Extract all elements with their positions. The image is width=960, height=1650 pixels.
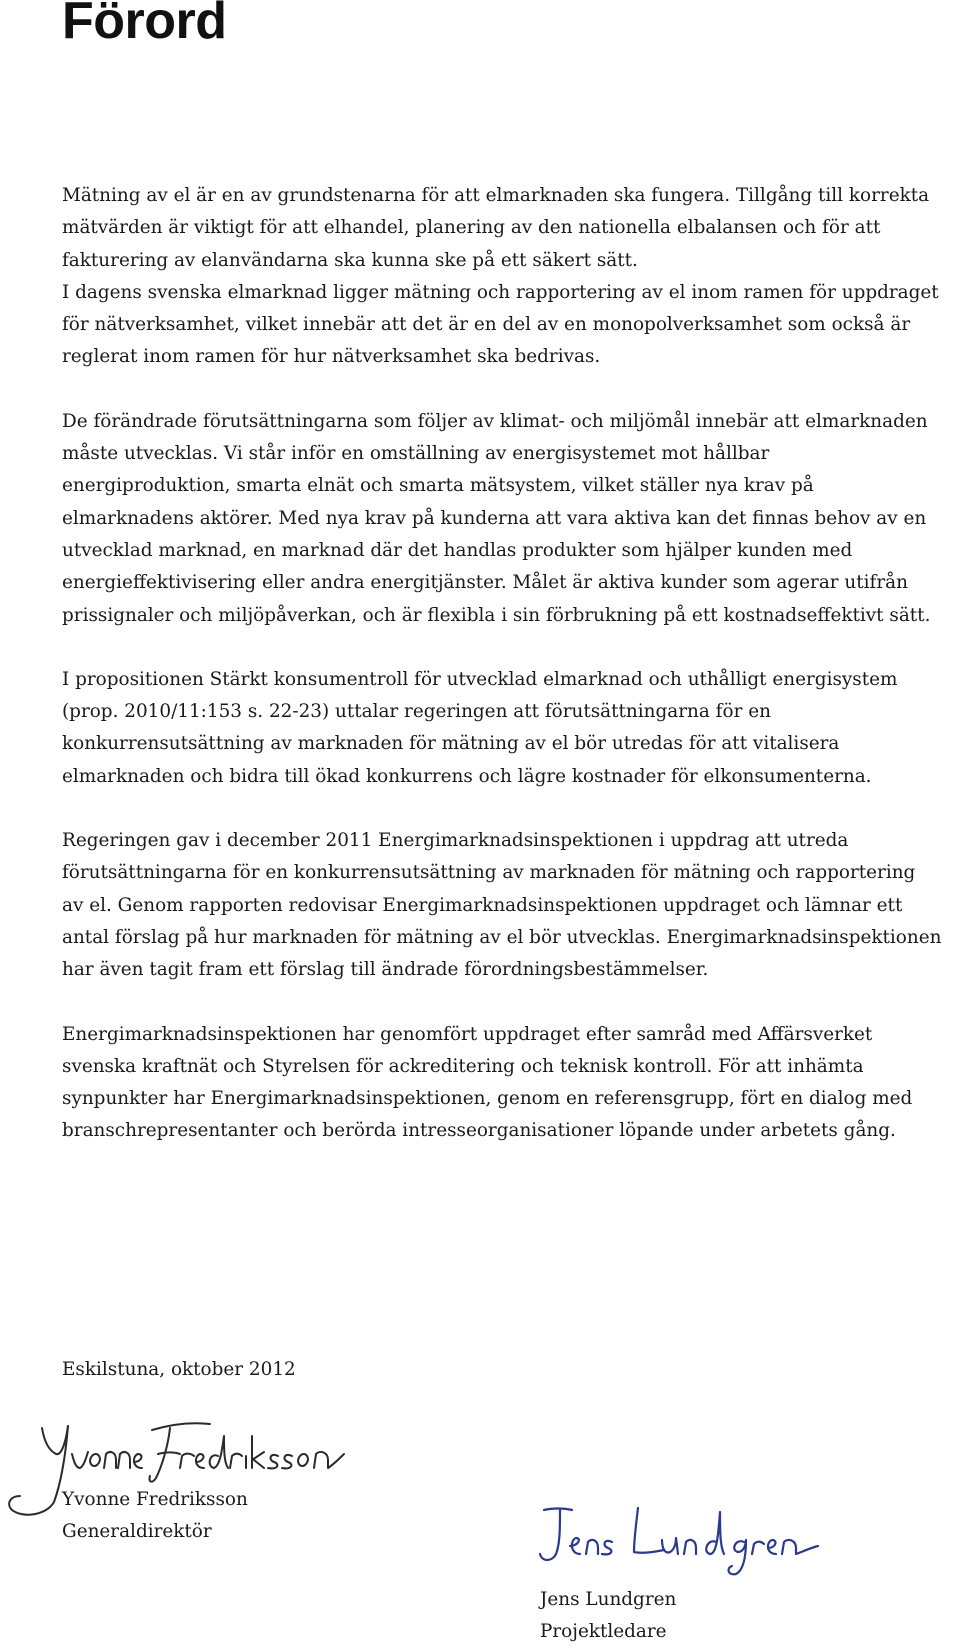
page-title: Förord <box>62 0 227 50</box>
signer-1-role: Generaldirektör <box>62 1521 212 1542</box>
paragraph-6: Energimarknadsinspektionen har genomfört uppdraget efter samråd med Affärsverket svenska kraftnät och Styrelsen för ackreditering och teknisk kontroll. För att inhämta synpunkter har Energimarknadsinspektionen, genom en referensgrupp, fört en dialog med branschrepresentanter och berörda intresseorganisationer löpande under arbetets gång. <box>62 1023 913 1142</box>
signer-2-role: Projektledare <box>540 1621 667 1642</box>
paragraph-1: Mätning av el är en av grundstenarna för att elmarknaden ska fungera. Tillgång till korrekta mätvärden är viktigt för att elhandel, planering av den nationella elbalansen och för att fakturering av elanvändarna ska kunna ske på ett säkert sätt. <box>62 185 930 271</box>
paragraph-2: I dagens svenska elmarknad ligger mätning och rapportering av el inom ramen för uppdraget för nätverksamhet, vilket innebär att det är en del av en monopolverksamhet som också är reglerat inom ramen för hur nätverksamhet ska bedrivas. <box>62 281 939 368</box>
place-date: Eskilstuna, oktober 2012 <box>62 1359 296 1380</box>
paragraph-4: I propositionen Stärkt konsumentroll för utvecklad elmarknad och uthålligt energisystem (prop. 2010/11:153 s. 22-23) uttalar regeringen att förutsättningarna för en konkurrensutsättning av marknaden för mätning av el bör utredas för att vitalisera elmarknaden och bidra till ökad konkurrens och lägre kostnader för elkonsumenterna. <box>62 668 898 787</box>
signer-2 <box>540 1584 676 1648</box>
signature-jens-lundgren <box>530 1500 830 1580</box>
paragraph-5: Regeringen gav i december 2011 Energimarknadsinspektionen i uppdrag att utreda förutsättningarna för en konkurrensutsättning av marknaden för mätning och rapportering av el. Genom rapporten redovisar Energimarknadsinspektionen uppdraget och lämnar ett antal förslag på hur marknaden för mätning av el bör utvecklas. Energimarknadsinspektionen har även tagit fram ett förslag till ändrade förordningsbestämmelser. <box>62 830 942 981</box>
signer-2-name: Jens Lundgren <box>540 1589 677 1610</box>
signer-1 <box>62 1484 248 1548</box>
body-text <box>62 180 942 1180</box>
paragraph-3: De förändrade förutsättningarna som följer av klimat- och miljömål innebär att elmarknaden måste utvecklas. Vi står inför en omställning av energisystemet mot hållbar energiproduktion, smarta elnät och smarta mätsystem, vilket ställer nya krav på elmarknadens aktörer. Med nya krav på kunderna att vara aktiva kan det finnas behov av en utvecklad marknad, en marknad där det handlas produkter som hjälper kunden med energieffektivisering eller andra energitjänster. Målet är aktiva kunder som agerar utifrån prissignaler och miljöpåverkan, och är flexibla i sin förbrukning på ett kostnadseffektivt sätt. <box>62 410 931 626</box>
signer-1-name: Yvonne Fredriksson <box>62 1489 248 1510</box>
